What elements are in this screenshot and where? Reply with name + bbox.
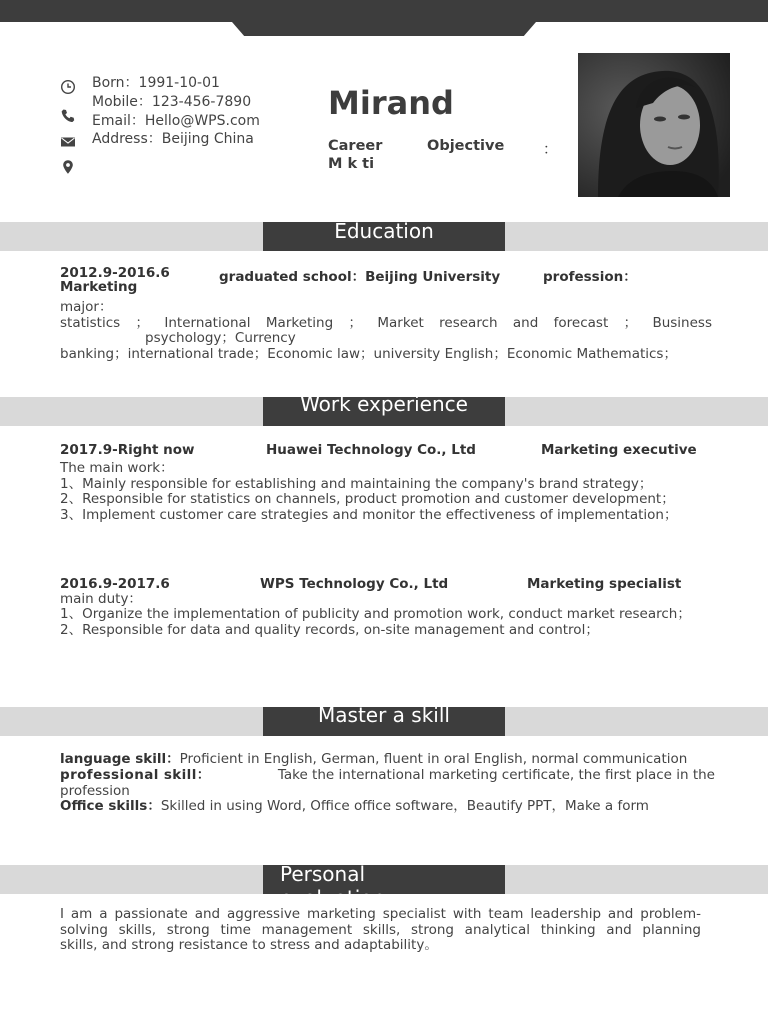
work-intro-1: The main work： (60, 460, 174, 476)
work-item-1-1: 1、Mainly responsible for establishing and maintaining the company's brand strategy； (60, 476, 653, 492)
work-item-1-2: 2、Responsible for statistics on channels, product promotion and customer development； (60, 491, 675, 507)
skill-language-label: language skill： (60, 751, 180, 767)
career-label: Career (328, 138, 383, 154)
evaluation-header (263, 862, 505, 910)
skill-professional-label: professional skill： (60, 767, 211, 783)
skill-office (60, 799, 712, 815)
skill-language (60, 752, 712, 768)
skill-professional-text: Take the international marketing certificate, the first place in the (277, 767, 715, 783)
born-text: Born：1991-10-01 (92, 75, 220, 91)
objective-colon: ： (543, 142, 558, 158)
education-profession-value: Marketing (60, 279, 138, 295)
education-header (263, 219, 505, 251)
evaluation-line1: I am a passionate and aggressive marketing specialist with team leadership and problem- (60, 906, 701, 922)
skill-office-text: Skilled in using Word, Office office software，Beautify PPT，Make a form (160, 798, 649, 814)
work-intro-2: main duty： (60, 591, 142, 607)
education-major-line2: psychology；Currency (145, 330, 296, 346)
education-title: Education (334, 219, 434, 243)
clock-icon (60, 79, 76, 95)
work-company-1: Huawei Technology Co., Ltd (266, 442, 476, 458)
profile-photo (578, 53, 730, 197)
skill-office-label: Office skills： (60, 798, 161, 814)
work-item-2-1: 1、Organize the implementation of publicity and promotion work, conduct market research； (60, 606, 691, 622)
evaluation-line2: solving skills, strong time management skills, strong analytical thinking and planning (60, 922, 701, 938)
education-major-label: major： (60, 299, 113, 315)
education-period: 2012.9-2016.6 (60, 265, 170, 281)
education-school: graduated school：Beijing University (219, 269, 501, 285)
location-icon (60, 159, 76, 175)
profile-photo-image (578, 53, 730, 197)
skills-title: Master a skill (318, 703, 450, 727)
work-item-1-3: 3、Implement customer care strategies and monitor the effectiveness of implementation； (60, 507, 678, 523)
objective-label: Objective (427, 138, 505, 154)
skill-language-text: Proficient in English, German, fluent in oral English, normal communication (179, 751, 688, 767)
email-text: Email：Hello@WPS.com (92, 113, 260, 129)
address-text: Address：Beijing China (92, 131, 254, 147)
education-profession: profession： (543, 269, 637, 285)
career-objective-value: M k ti (328, 156, 375, 172)
work-title: Work experience (300, 392, 468, 416)
work-position-1: Marketing executive (541, 442, 697, 458)
top-tab (232, 22, 536, 36)
phone-icon (60, 108, 76, 124)
education-major-line3: banking；international trade；Economic law；university English；Economic Mathematics； (60, 346, 677, 362)
evaluation-title-2: evaluation (280, 886, 386, 910)
work-period-2: 2016.9-2017.6 (60, 576, 170, 592)
skill-professional-text-2: profession (60, 783, 130, 799)
skills-header (263, 703, 505, 736)
work-company-2: WPS Technology Co., Ltd (260, 576, 449, 592)
skill-professional (60, 767, 715, 784)
evaluation-title-1: Personal (280, 862, 366, 886)
education-major-line1: statistics ； International Marketing ； Market research and forecast ； Business (60, 315, 712, 331)
mobile-text: Mobile：123-456-7890 (92, 94, 252, 110)
top-bar (0, 0, 768, 22)
work-position-2: Marketing specialist (527, 576, 682, 592)
evaluation-line3: skills, and strong resistance to stress and adaptability。 (60, 937, 438, 953)
mail-icon (60, 134, 76, 150)
career-objective (328, 136, 558, 172)
candidate-name: Mirand (328, 84, 454, 122)
work-period-1: 2017.9-Right now (60, 442, 195, 458)
work-header (263, 392, 505, 426)
work-item-2-2: 2、Responsible for data and quality records, on-site management and control； (60, 622, 599, 638)
